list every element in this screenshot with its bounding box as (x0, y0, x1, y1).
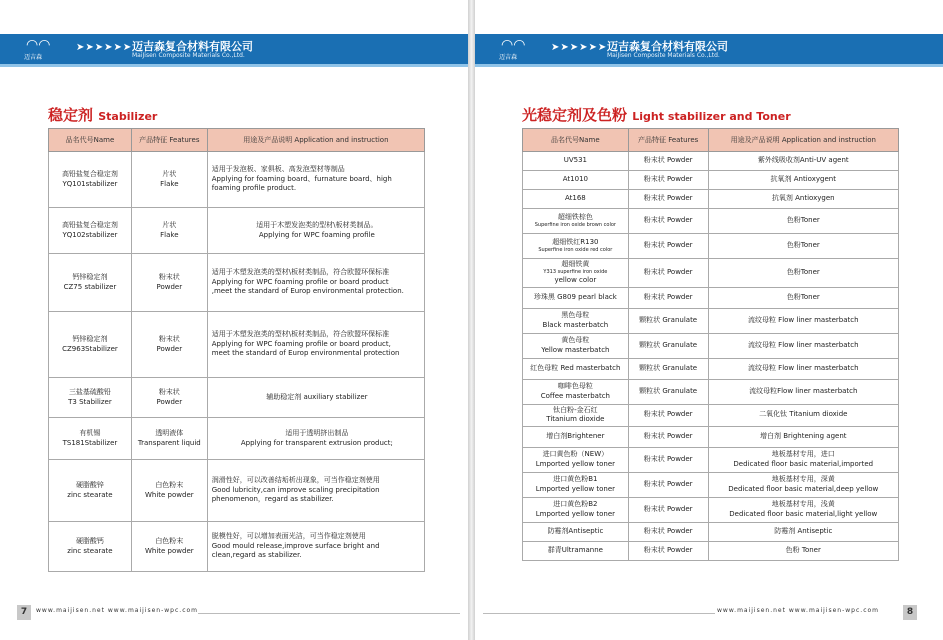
table-row (49, 208, 425, 254)
cell-line: 红色母粒 Red masterbatch (530, 363, 621, 372)
product-name-cell (523, 541, 629, 560)
cell-line: Lmported yellow toner (535, 459, 615, 468)
table-row (49, 378, 425, 418)
column-header: 用途及产品说明 Application and instruction (207, 129, 424, 152)
cell-line: 色粉Toner (786, 241, 820, 250)
cell-line: 地板基材专用，深黄 (771, 475, 835, 484)
cell-line: 粉末状 Powder (643, 545, 693, 554)
cell-line: 地板基材专用，进口 (771, 450, 835, 459)
column-header: 用途及产品说明 Application and instruction (708, 129, 898, 152)
product-name-cell (523, 358, 629, 379)
application-cell (708, 426, 898, 447)
feature-cell (628, 404, 708, 426)
table-row (523, 426, 899, 447)
cell-line: 白色粉末 (155, 537, 184, 546)
table-row (523, 497, 899, 522)
cell-line: 黑色母粒 (561, 311, 590, 320)
application-cell (207, 378, 424, 418)
feature-cell (628, 472, 708, 497)
table-row (523, 190, 899, 209)
cell-line: CZ963Stabilizer (62, 344, 118, 353)
column-header: 产品特征 Features (628, 129, 708, 152)
cell-line: Applying for foaming board、furnature board、high (211, 174, 392, 183)
application-cell (207, 418, 424, 460)
product-name-cell (523, 171, 629, 190)
column-header: 品名代号Name (523, 129, 629, 152)
application-cell (708, 522, 898, 541)
cell-line: 粉末状 Powder (643, 268, 693, 277)
cell-line: Flake (160, 179, 179, 188)
table-row (523, 308, 899, 333)
application-cell (708, 152, 898, 171)
cell-line: phenomenon，regard as stabilizer. (211, 495, 334, 504)
product-name-cell (523, 379, 629, 404)
cell-line: 有机锡 (79, 429, 101, 438)
product-name-cell (49, 378, 132, 418)
cell-line: 白色粉末 (155, 481, 184, 490)
section-title (48, 104, 157, 125)
cell-line: meet the standard of Europ environmental protection (211, 349, 400, 358)
feature-cell (131, 152, 207, 208)
table-row (49, 312, 425, 378)
cell-line: Good mould release,improve surface bright and (211, 541, 380, 550)
product-name-cell (523, 404, 629, 426)
feature-cell (131, 254, 207, 312)
cell-line: Powder (156, 397, 183, 406)
product-name-cell (523, 472, 629, 497)
table-row (49, 460, 425, 522)
table-row (523, 472, 899, 497)
section-title-en: Light stabilizer and Toner (632, 110, 791, 123)
cell-line: TS181Stabilizer (62, 438, 118, 447)
cell-line: 超细铁棕色 (557, 212, 593, 221)
cell-line: 三盐基硫酸铅 (68, 388, 111, 397)
table-row (523, 358, 899, 379)
feature-cell (628, 171, 708, 190)
table-row (523, 152, 899, 171)
table-row (49, 522, 425, 572)
cell-line: 地板基材专用，浅黄 (771, 500, 835, 509)
feature-cell (628, 234, 708, 259)
cell-line: 抗氧剂 Antioxygen (771, 194, 835, 203)
logo-text: 迈吉森 (499, 54, 518, 61)
cell-line: CZ75 stabilizer (63, 282, 117, 291)
toner-table (522, 128, 899, 561)
section-title-cn: 光稳定剂及色粉 (522, 106, 628, 124)
product-name-cell (523, 152, 629, 171)
feature-cell (628, 379, 708, 404)
cell-line: 颗粒状 Granulate (639, 386, 698, 395)
table-row (49, 152, 425, 208)
cell-line: Applying for WPC foaming profile (258, 230, 375, 239)
cell-line: 适用于木塑发泡类的型材\板材类制品，符合欧盟环保标准 (211, 330, 390, 339)
cell-line: 抗氧剂 Antioxygent (770, 175, 836, 184)
application-cell (708, 447, 898, 472)
page-footer (0, 602, 468, 624)
page-header (0, 34, 468, 67)
table-row (523, 259, 899, 288)
cell-line: Dedicated floor basic material,deep yellow (728, 484, 879, 493)
cell-line: 流纹母粒 Flow liner masterbatch (747, 340, 859, 349)
product-name-cell (49, 522, 132, 572)
cell-line: 透明液体 (155, 429, 184, 438)
product-name-cell (523, 259, 629, 288)
cell-line: Superfine iron oxide brown color (534, 222, 616, 229)
cell-line: Dedicated floor basic material,imported (733, 459, 874, 468)
cell-line: 润滑性好，可以改善结垢析出现象，可当作稳定剂使用 (211, 476, 380, 485)
application-cell (708, 358, 898, 379)
product-name-cell (523, 287, 629, 308)
cell-line: Good lubricity,can improve scaling precipitation (211, 485, 380, 494)
cell-line: 粉末状 Powder (643, 410, 693, 419)
table-row (523, 447, 899, 472)
application-cell (207, 522, 424, 572)
product-name-cell (49, 418, 132, 460)
footer-websites: www.maijisen.net www.maijisen-wpc.com (717, 607, 880, 614)
product-name-cell (523, 308, 629, 333)
cell-line: 颗粒状 Granulate (639, 363, 698, 372)
cell-line: 硬脂酸钙 (75, 537, 104, 546)
cell-line: 适用于木塑发泡类的型材\板材类制品，符合欧盟环保标准 (211, 268, 390, 277)
arrows-icon: ➤➤➤➤➤➤ (76, 42, 133, 53)
application-cell (708, 190, 898, 209)
cell-line: 超细铁黄 (561, 260, 590, 268)
table-header-row (49, 129, 425, 152)
page-header (475, 34, 943, 67)
stabilizer-table (48, 128, 425, 572)
cell-line: 辅助稳定剂 auxiliary stabilizer (266, 392, 368, 401)
feature-cell (628, 152, 708, 171)
cell-line: 颗粒状 Granulate (639, 315, 698, 324)
page-number: 8 (903, 605, 917, 620)
cell-line: 粉末状 Powder (643, 431, 693, 440)
cell-line: 粉末状 Powder (643, 175, 693, 184)
application-cell (207, 312, 424, 378)
product-name-cell (523, 426, 629, 447)
feature-cell (628, 333, 708, 358)
feature-cell (131, 312, 207, 378)
cell-line: 粉末状 Powder (643, 216, 693, 225)
feature-cell (628, 426, 708, 447)
application-cell (708, 472, 898, 497)
product-name-cell (523, 333, 629, 358)
product-name-cell (523, 190, 629, 209)
cell-line: Yellow masterbatch (541, 345, 610, 354)
application-cell (708, 497, 898, 522)
cell-line: 色粉Toner (786, 268, 820, 277)
cell-line: 适用于木塑发泡类的型材\板材类制品。 (256, 221, 378, 230)
cell-line: 粉末状 Powder (643, 504, 693, 513)
product-name-cell (49, 460, 132, 522)
feature-cell (131, 378, 207, 418)
cell-line: 粉末状 Powder (643, 526, 693, 535)
cell-line: yellow color (554, 276, 597, 285)
cell-line: 粉末状 Powder (643, 292, 693, 301)
product-name-cell (523, 234, 629, 259)
table-row (523, 171, 899, 190)
footer-divider (198, 613, 460, 614)
cell-line: 片状 (162, 221, 177, 230)
product-name-cell (523, 522, 629, 541)
product-name-cell (49, 152, 132, 208)
feature-cell (628, 358, 708, 379)
cell-line: At1010 (562, 175, 588, 184)
feature-cell (628, 522, 708, 541)
cell-line: zinc stearate (67, 490, 113, 499)
feature-cell (628, 541, 708, 560)
cell-line: foaming profile product. (211, 184, 297, 193)
cell-line: 粉末状 Powder (643, 156, 693, 165)
cell-line: 色粉Toner (786, 216, 820, 225)
company-name-en: MaiJisen Composite Materials Co.,Ltd. (607, 52, 720, 59)
cell-line: At168 (564, 194, 586, 203)
cell-line: Lmported yellow toner (535, 484, 615, 493)
cell-line: White powder (144, 490, 194, 499)
table-row (523, 287, 899, 308)
cell-line: 增白剂Brightener (546, 431, 605, 440)
company-name-cn: 迈吉森复合材料有限公司 (132, 40, 253, 53)
cell-line: YQ101stabilizer (62, 179, 118, 188)
cell-line: 二氧化钛 Titanium dioxide (759, 410, 848, 419)
feature-cell (131, 522, 207, 572)
cell-line: 超细铁红R130 (552, 237, 599, 246)
cell-line: Applying for WPC foaming profile or board product (211, 277, 389, 286)
application-cell (708, 234, 898, 259)
page-gutter (468, 0, 475, 640)
cell-line: 流纹母粒 Flow liner masterbatch (747, 363, 859, 372)
cell-line: 适用于透明挤出制品 (285, 429, 349, 438)
cell-line: YQ102stabilizer (62, 230, 118, 239)
cell-line: 硬脂酸锌 (75, 481, 104, 490)
cell-line: 粉末状 (158, 388, 180, 397)
application-cell (207, 152, 424, 208)
cell-line: 进口黄色粉（NEW） (542, 450, 609, 459)
cell-line: 咖啡色母粒 (557, 382, 593, 391)
cell-line: UV531 (563, 156, 587, 165)
cell-line: T3 Stabilizer (68, 397, 112, 406)
cell-line: 片状 (162, 170, 177, 179)
cell-line: Superfine iron oxide red color (538, 247, 613, 254)
cell-line: Flake (160, 230, 179, 239)
cell-line: Black masterbatch (542, 320, 609, 329)
cell-line: ,meet the standard of Europ environmental protection. (211, 287, 404, 296)
application-cell (207, 460, 424, 522)
logo-text: 迈吉森 (24, 54, 43, 61)
cell-line: 钙锌稳定剂 (72, 273, 108, 282)
cell-line: 高铅盐复合稳定剂 (61, 170, 118, 179)
cell-line: 粉末状 Powder (643, 479, 693, 488)
cell-line: 进口黄色粉B2 (553, 500, 598, 509)
product-name-cell (49, 312, 132, 378)
cell-line: 黄色母粒 (561, 336, 590, 345)
feature-cell (628, 447, 708, 472)
cell-line: 高铅盐复合稳定剂 (61, 221, 118, 230)
table-row (523, 379, 899, 404)
cell-line: 防霉剂Antiseptic (547, 526, 604, 535)
cell-line: Lmported yellow toner (535, 509, 615, 518)
cell-line: 颗粒状 Granulate (639, 340, 698, 349)
table-row (523, 234, 899, 259)
table-header-row (523, 129, 899, 152)
cell-line: 群青Ultramanne (547, 545, 603, 554)
cell-line: 色粉Toner (786, 292, 820, 301)
application-cell (708, 541, 898, 560)
product-name-cell (523, 209, 629, 234)
application-cell (708, 379, 898, 404)
company-logo (489, 37, 541, 63)
application-cell (708, 333, 898, 358)
section-title-cn: 稳定剂 (48, 106, 94, 124)
table-row (523, 333, 899, 358)
feature-cell (628, 209, 708, 234)
company-logo (14, 37, 66, 63)
table-row (523, 209, 899, 234)
footer-divider (483, 613, 715, 614)
cell-line: Coffee masterbatch (540, 391, 610, 400)
logo-icon: ◠◠ (26, 37, 51, 53)
cell-line: clean,regard as stabilizer. (211, 551, 302, 560)
table-row (523, 404, 899, 426)
page-number: 7 (17, 605, 31, 620)
cell-line: 流纹母粒 Flow liner masterbatch (747, 315, 859, 324)
cell-line: Applying for WPC foaming profile or board product, (211, 339, 391, 348)
cell-line: 钛白粉-金石红 (553, 405, 598, 414)
feature-cell (131, 208, 207, 254)
application-cell (207, 208, 424, 254)
cell-line: White powder (144, 546, 194, 555)
section-title (522, 104, 791, 125)
application-cell (708, 308, 898, 333)
cell-line: 脱模性好，可以增加表面光洁，可当作稳定剂使用 (211, 532, 366, 541)
application-cell (708, 404, 898, 426)
footer-websites: www.maijisen.net www.maijisen-wpc.com (36, 607, 199, 614)
cell-line: 紫外线吸收剂Anti-UV agent (757, 156, 849, 165)
cell-line: Powder (156, 344, 183, 353)
feature-cell (628, 190, 708, 209)
feature-cell (628, 308, 708, 333)
cell-line: 适用于发泡板、家俱板、高发泡型材等制品 (211, 165, 345, 174)
cell-line: 流纹母粒Flow liner masterbatch (749, 386, 858, 395)
company-name-cn: 迈吉森复合材料有限公司 (607, 40, 728, 53)
cell-line: 粉末状 (158, 335, 180, 344)
cell-line: Transparent liquid (137, 438, 201, 447)
cell-line: 粉末状 (158, 273, 180, 282)
table-row (49, 418, 425, 460)
column-header: 品名代号Name (49, 129, 132, 152)
feature-cell (628, 497, 708, 522)
application-cell (207, 254, 424, 312)
section-title-en: Stabilizer (98, 110, 158, 123)
cell-line: 钙锌稳定剂 (72, 335, 108, 344)
cell-line: 粉末状 Powder (643, 194, 693, 203)
column-header: 产品特征 Features (131, 129, 207, 152)
feature-cell (628, 287, 708, 308)
product-name-cell (49, 254, 132, 312)
application-cell (708, 209, 898, 234)
cell-line: 增白剂 Brightening agent (760, 431, 847, 440)
arrows-icon: ➤➤➤➤➤➤ (551, 42, 608, 53)
cell-line: zinc stearate (67, 546, 113, 555)
right-page (475, 0, 943, 640)
cell-line: Y313 superfine iron oxide (543, 269, 608, 276)
cell-line: Applying for transparent extrusion product; (240, 438, 393, 447)
cell-line: 防霉剂 Antiseptic (774, 526, 833, 535)
table-row (49, 254, 425, 312)
cell-line: 色粉 Toner (785, 545, 821, 554)
feature-cell (131, 418, 207, 460)
application-cell (708, 259, 898, 288)
feature-cell (628, 259, 708, 288)
table-row (523, 541, 899, 560)
cell-line: Dedicated floor basic material,light yellow (729, 509, 878, 518)
product-name-cell (523, 497, 629, 522)
cell-line: 粉末状 Powder (643, 241, 693, 250)
cell-line: Powder (156, 282, 183, 291)
logo-icon: ◠◠ (501, 37, 526, 53)
product-name-cell (49, 208, 132, 254)
cell-line: 粉末状 Powder (643, 454, 693, 463)
left-page (0, 0, 468, 640)
page-footer (475, 602, 943, 624)
company-name-en: MaiJisen Composite Materials Co.,Ltd. (132, 52, 245, 59)
application-cell (708, 171, 898, 190)
cell-line: 珍珠黑 G809 pearl black (533, 292, 617, 301)
table-row (523, 522, 899, 541)
product-name-cell (523, 447, 629, 472)
application-cell (708, 287, 898, 308)
feature-cell (131, 460, 207, 522)
cell-line: 进口黄色粉B1 (553, 475, 598, 484)
cell-line: Titanium dioxide (546, 415, 605, 424)
